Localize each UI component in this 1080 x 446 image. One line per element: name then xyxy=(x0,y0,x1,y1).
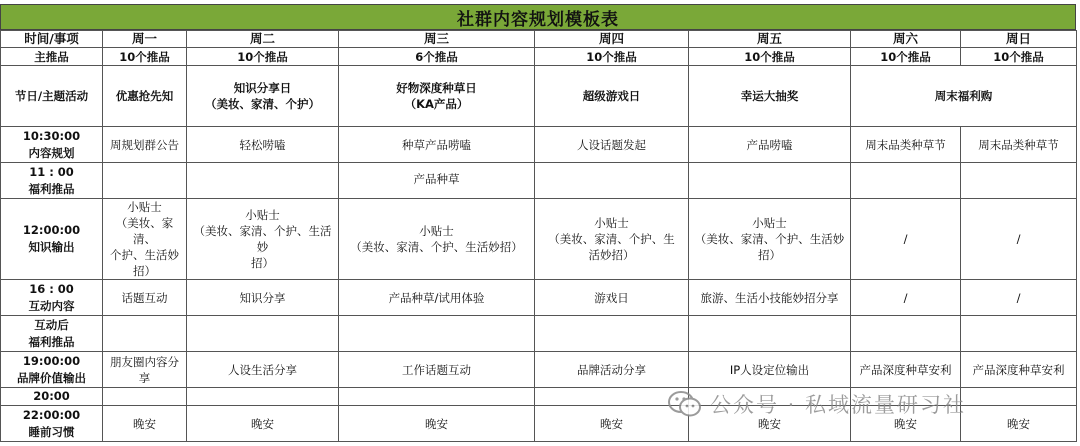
cell: 晚安 xyxy=(689,406,851,442)
cell: 10个推品 xyxy=(851,48,961,66)
cell-line: （美妆、家清、个护、生活妙招） xyxy=(350,240,523,254)
row-1030 xyxy=(1,127,1077,163)
cell-line: （美妆、家清、个护、生活妙 xyxy=(193,224,332,254)
cell: / xyxy=(961,199,1077,280)
header-wed: 周三 xyxy=(339,31,535,48)
row-label xyxy=(1,406,103,442)
cell xyxy=(535,388,689,406)
cell: 优惠抢先知 xyxy=(103,66,187,127)
cell: / xyxy=(851,280,961,316)
cell: 朋友圈内容分享 xyxy=(103,352,187,388)
cell: 10个推品 xyxy=(187,48,339,66)
row-title: 知识输出 xyxy=(28,240,75,254)
row-label xyxy=(1,127,103,163)
content-plan-table xyxy=(0,30,1077,442)
cell xyxy=(103,316,187,352)
cell: 周末福利购 xyxy=(851,66,1077,127)
header-sat: 周六 xyxy=(851,31,961,48)
cell xyxy=(187,388,339,406)
cell: / xyxy=(851,199,961,280)
cell: 产品深度种草安利 xyxy=(851,352,961,388)
cell: 知识分享 xyxy=(187,280,339,316)
cell-line: （美妆、家清、个护、生活妙招） xyxy=(694,232,845,262)
wechat-icon xyxy=(668,390,702,418)
cell-line: 小贴士 xyxy=(594,216,629,230)
cell: 游戏日 xyxy=(535,280,689,316)
cell: 产品种草 xyxy=(339,163,535,199)
cell: 产品唠嗑 xyxy=(689,127,851,163)
row-1600 xyxy=(1,280,1077,316)
cell xyxy=(961,163,1077,199)
cell xyxy=(103,388,187,406)
watermark-text: 公众号 · 私域流量研习社 xyxy=(710,393,967,417)
cell xyxy=(689,199,851,280)
cell xyxy=(103,199,187,280)
cell xyxy=(187,66,339,127)
row-time: 11 : 00 xyxy=(29,164,74,179)
cell-line: 招） xyxy=(133,264,156,278)
row-time: 19:00:00 xyxy=(22,353,81,368)
cell xyxy=(689,163,851,199)
header-fri: 周五 xyxy=(689,31,851,48)
cell: 10个推品 xyxy=(103,48,187,66)
cell: 周末品类种草节 xyxy=(851,127,961,163)
cell: 品牌活动分享 xyxy=(535,352,689,388)
row-1900 xyxy=(1,352,1077,388)
row-title: 睡前习惯 xyxy=(28,424,75,439)
cell: 种草产品唠嗑 xyxy=(339,127,535,163)
cell xyxy=(339,388,535,406)
row-time: 22:00:00 xyxy=(22,407,81,422)
cell-line: 活妙招） xyxy=(588,248,635,262)
cell xyxy=(187,316,339,352)
cell-line: 小贴士 xyxy=(419,224,454,238)
cell: 产品深度种草安利 xyxy=(961,352,1077,388)
row-title: 福利推品 xyxy=(28,181,75,196)
cell: 晚安 xyxy=(187,406,339,442)
row-time: 12:00:00 xyxy=(22,223,81,237)
cell: 10个推品 xyxy=(961,48,1077,66)
cell: 旅游、生活小技能妙招分享 xyxy=(689,280,851,316)
row-title: 内容规划 xyxy=(28,145,75,160)
cell xyxy=(187,163,339,199)
cell: 超级游戏日 xyxy=(535,66,689,127)
header-row xyxy=(1,31,1077,48)
cell: 10个推品 xyxy=(689,48,851,66)
main-push-row xyxy=(1,48,1077,66)
cell-line: 个护、生活妙 xyxy=(110,248,179,262)
cell xyxy=(535,199,689,280)
row-time: 互动后 xyxy=(34,317,69,332)
cell-line: 好物深度种草日 xyxy=(396,81,477,95)
sheet-title: 社群内容规划模板表 xyxy=(0,4,1076,30)
cell xyxy=(535,163,689,199)
cell: 人设生活分享 xyxy=(187,352,339,388)
header-thu: 周四 xyxy=(535,31,689,48)
cell-line: 招） xyxy=(251,256,274,270)
cell-line: （KA产品） xyxy=(404,97,469,111)
header-sun: 周日 xyxy=(961,31,1077,48)
row-1200 xyxy=(1,199,1077,280)
row-label: 节日/主题活动 xyxy=(1,66,103,127)
cell xyxy=(689,316,851,352)
row-label xyxy=(1,163,103,199)
cell-line: （美妆、家清、个护、生 xyxy=(548,232,675,246)
cell: 晚安 xyxy=(339,406,535,442)
cell xyxy=(187,199,339,280)
row-time: 16 : 00 xyxy=(29,281,74,296)
cell xyxy=(339,316,535,352)
cell xyxy=(961,316,1077,352)
row-after-interaction xyxy=(1,316,1077,352)
cell-line: （美妆、家清、个护） xyxy=(205,97,320,111)
row-label xyxy=(1,199,103,280)
cell: IP人设定位输出 xyxy=(689,352,851,388)
cell: 话题互动 xyxy=(103,280,187,316)
cell xyxy=(339,199,535,280)
cell: 周末品类种草节 xyxy=(961,127,1077,163)
cell: 周规划群公告 xyxy=(103,127,187,163)
row-title: 品牌价值输出 xyxy=(17,370,86,385)
cell-line: （美妆、家清、 xyxy=(115,216,174,246)
header-time: 时间/事项 xyxy=(1,31,103,48)
cell xyxy=(851,316,961,352)
cell xyxy=(103,163,187,199)
cell-line: 小贴士 xyxy=(127,200,162,214)
row-time: 10:30:00 xyxy=(22,128,81,143)
cell: 晚安 xyxy=(103,406,187,442)
cell xyxy=(339,66,535,127)
cell xyxy=(535,316,689,352)
cell-line: 小贴士 xyxy=(752,216,787,230)
row-label: 主推品 xyxy=(1,48,103,66)
row-label: 20:00 xyxy=(1,388,103,406)
cell: 工作话题互动 xyxy=(339,352,535,388)
cell: 轻松唠嗑 xyxy=(187,127,339,163)
row-1100 xyxy=(1,163,1077,199)
row-title: 福利推品 xyxy=(28,334,75,349)
cell-line: 知识分享日 xyxy=(233,81,292,95)
row-title: 互动内容 xyxy=(28,298,75,313)
watermark xyxy=(668,386,966,422)
cell: 6个推品 xyxy=(339,48,535,66)
cell: 10个推品 xyxy=(535,48,689,66)
row-label xyxy=(1,280,103,316)
cell-line: 小贴士 xyxy=(245,208,280,222)
theme-row xyxy=(1,66,1077,127)
cell: 晚安 xyxy=(851,406,961,442)
cell: 产品种草/试用体验 xyxy=(339,280,535,316)
cell: 人设话题发起 xyxy=(535,127,689,163)
cell: / xyxy=(961,280,1077,316)
cell xyxy=(851,163,961,199)
row-label xyxy=(1,352,103,388)
cell xyxy=(961,388,1077,406)
cell: 晚安 xyxy=(961,406,1077,442)
cell: 晚安 xyxy=(535,406,689,442)
row-label xyxy=(1,316,103,352)
header-mon: 周一 xyxy=(103,31,187,48)
header-tue: 周二 xyxy=(187,31,339,48)
cell: 幸运大抽奖 xyxy=(689,66,851,127)
